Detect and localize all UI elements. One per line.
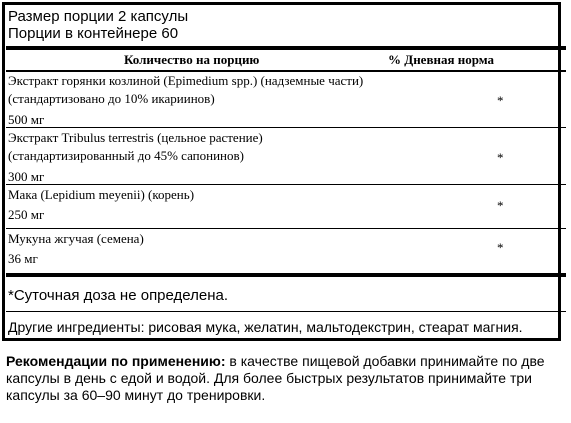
daily-value-mark: * [497, 198, 504, 213]
ingredient-amount: 300 мг [8, 169, 45, 184]
servings-per-container: Порции в контейнере 60 [8, 25, 179, 42]
ingredient-row-mucuna [8, 230, 368, 268]
ingredient-name: Экстракт Tribulus terrestris (цельное растение) (стандартизированный до 45% сапонинов) [8, 130, 263, 163]
ingredient-amount: 250 мг [8, 207, 45, 222]
ingredient-amount: 36 мг [8, 251, 38, 266]
amount-per-serving-header: Количество на порцию [124, 52, 260, 67]
row-divider [6, 127, 566, 128]
daily-value-footnote: *Суточная доза не определена. [8, 287, 229, 304]
thick-divider [6, 273, 566, 277]
ingredient-name: Мака (Lepidium meyenii) (корень) [8, 187, 195, 202]
daily-value-mark: * [497, 93, 504, 108]
ingredient-name: Экстракт горянки козлиной (Epimedium spp.) (надземные части) (стандартизовано до 10% икариинов) [8, 73, 364, 106]
daily-value-mark: * [497, 150, 504, 165]
ingredient-row-tribulus [8, 129, 368, 186]
ingredient-row-epimedium [8, 72, 368, 129]
footnote-divider [6, 311, 566, 312]
daily-value-header: % Дневная норма [388, 52, 495, 67]
serving-size: Размер порции 2 капсулы [8, 8, 189, 25]
row-divider [6, 184, 566, 185]
usage-text: в качестве пищевой добавки принимайте по две капсулы в день с едой и водой. Для более быстрых результатов принимайте три капсулы за 60–90 минут до тренировки. [6, 353, 545, 403]
other-ingredients: Другие ингредиенты: рисовая мука, желатин, мальтодекстрин, стеарат магния. [8, 319, 523, 335]
daily-value-mark: * [497, 240, 504, 255]
usage-recommendations [6, 353, 566, 404]
row-divider [6, 228, 566, 229]
thick-divider [6, 46, 566, 50]
usage-label: Рекомендации по применению: [6, 353, 226, 369]
ingredient-name: Мукуна жгучая (семена) [8, 231, 144, 246]
ingredient-row-maca [8, 186, 368, 224]
ingredient-amount: 500 мг [8, 112, 45, 127]
